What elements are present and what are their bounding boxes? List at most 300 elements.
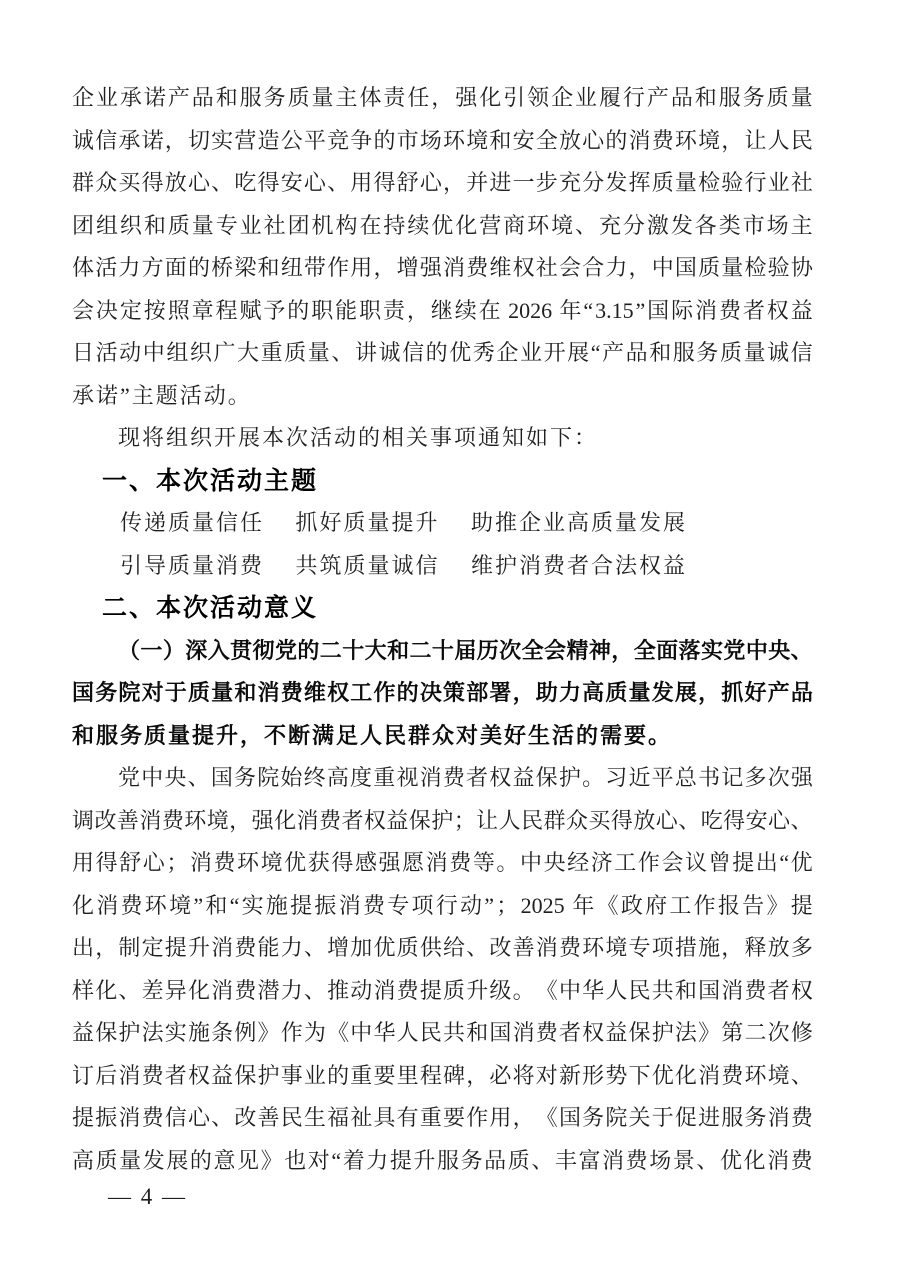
text-run: 生 (303, 1105, 326, 1130)
text-run: 质 (507, 1147, 530, 1173)
text-run: 品 (191, 85, 214, 110)
text-run: 强 (378, 850, 401, 875)
text-run: 质 (719, 340, 742, 365)
text-run: 十 (342, 637, 365, 663)
text-run: 》 (766, 892, 789, 918)
text-run: ” (193, 892, 204, 918)
text-run: 提 (790, 892, 813, 918)
text-run: 实 (700, 637, 723, 663)
text-run: 作 (637, 850, 660, 875)
text-run: 助 (535, 680, 558, 705)
text-run: 质 (287, 85, 310, 110)
text-run: 中 (142, 340, 165, 365)
text-run: 境 (466, 127, 489, 153)
text-run: 异 (164, 977, 187, 1003)
text-run: 权 (790, 977, 813, 1003)
text-run: 署 (489, 680, 512, 705)
text-run: 费 (558, 935, 581, 960)
text-run: 、 (331, 340, 354, 365)
text-run: 维 (489, 255, 512, 280)
text-run: 营 (479, 212, 502, 238)
text-run: ， (466, 1062, 489, 1088)
text-run: 权 (766, 297, 789, 323)
text-run: 服 (721, 1105, 744, 1130)
text-run: 2026 (502, 297, 558, 323)
text-run: 落 (678, 637, 701, 663)
text-run: 和 (694, 85, 717, 110)
text-line (72, 1012, 813, 1055)
text-run: 提 (290, 892, 313, 918)
text-run: 组 (95, 212, 118, 238)
text-run: 费 (120, 892, 143, 918)
text-run: 对 (307, 1147, 330, 1173)
text-run: 有 (396, 1105, 419, 1130)
text-run: 增 (396, 255, 419, 280)
text-run: 和 (257, 255, 280, 280)
text-run: 势 (605, 1062, 628, 1088)
text-run: 改 (94, 807, 117, 833)
text-run: ， (373, 255, 396, 280)
text-run: 组 (166, 340, 189, 365)
text-run: 《 (535, 1105, 558, 1130)
text-run: 社 (535, 255, 558, 280)
text-run: 权 (489, 765, 512, 790)
text-run: 《 (327, 1020, 350, 1045)
text-line (72, 77, 813, 120)
text-run: 工 (614, 850, 637, 875)
text-run: 共 (443, 1020, 466, 1045)
text-run: ， (512, 1105, 535, 1130)
text-run: ； (166, 850, 189, 875)
text-run: 、 (790, 807, 813, 833)
text-run: 机 (311, 212, 334, 238)
text-run: 步 (535, 170, 558, 195)
text-run: 环 (144, 892, 167, 918)
text-run: 境 (698, 127, 721, 153)
text-run: 广 (213, 340, 236, 365)
text-run: 检 (744, 255, 767, 280)
text-run: 益 (605, 1020, 628, 1045)
text-run: 企 (72, 85, 95, 110)
text-run: 和 (215, 85, 238, 110)
text-run: ， (229, 807, 252, 833)
text-run: 费 (141, 1062, 164, 1088)
text-run: 院 (257, 765, 280, 790)
text-run: 消 (602, 1147, 625, 1173)
text-run: 境 (260, 850, 283, 875)
text-run: 二 (409, 637, 432, 663)
text-run: 力 (558, 680, 581, 705)
text-run: 业 (575, 85, 598, 110)
text-run: 、 (303, 935, 326, 960)
text-run: 例 (234, 1020, 257, 1045)
text-run: 景 (672, 1147, 695, 1173)
text-run: 决 (95, 297, 118, 323)
text-run: 量 (790, 85, 813, 110)
text-run: 着 (342, 1147, 365, 1173)
text-run: 民 (521, 807, 544, 833)
text-run: 部 (466, 680, 489, 705)
text-run: 次 (767, 765, 790, 790)
text-run: 实 (164, 1020, 187, 1045)
text-line (72, 927, 813, 970)
text-run: 、 (118, 977, 141, 1003)
text-line: 引导质量消费 共筑质量诚信 维护消费者合法权益 (120, 552, 688, 578)
text-run: 主 (790, 212, 813, 238)
text-run: 境 (605, 935, 628, 960)
text-run: 充 (598, 212, 621, 238)
text-run: 务 (95, 680, 118, 705)
text-run: 消 (419, 765, 442, 790)
text-run: 服 (672, 340, 695, 365)
text-line (72, 247, 813, 290)
text-run: 华 (582, 977, 605, 1003)
text-run: 、 (187, 765, 210, 790)
text-run: 化 (674, 1062, 697, 1088)
text-run: 化 (274, 807, 297, 833)
text-run: 行 (744, 170, 767, 195)
text-line: 传递质量信任 抓好质量提升 助推企业高质量发展 (120, 510, 688, 535)
text-run: 作 (327, 255, 350, 280)
text-run: 面 (656, 637, 679, 663)
text-run: 境 (767, 1062, 790, 1088)
text-run: 产 (767, 680, 790, 705)
text-run: 者 (466, 765, 489, 790)
text-run: ） (162, 637, 185, 663)
text-run: 消 (118, 1062, 141, 1088)
text-run: 消 (338, 892, 361, 918)
text-run: 费 (161, 807, 184, 833)
text-run: 程 (215, 297, 238, 323)
text-run: 化 (455, 212, 478, 238)
text-run: 费 (442, 765, 465, 790)
document-lines (72, 77, 813, 1182)
text-run: 调 (72, 807, 95, 833)
text-run: 出 (72, 935, 95, 960)
text-run: 差 (141, 977, 164, 1003)
text-run: 得 (373, 170, 396, 195)
text-run: 强 (790, 765, 813, 790)
text-run: 力 (605, 255, 628, 280)
text-run: 作 (373, 680, 396, 705)
text-run: 2025 (520, 892, 571, 918)
text-run: 提 (72, 1105, 95, 1130)
text-run: 化 (743, 1147, 766, 1173)
text-run: 服 (239, 85, 262, 110)
text-run: 定 (141, 935, 164, 960)
text-run: 带 (303, 255, 326, 280)
text-run: 国 (674, 255, 697, 280)
text-run: 护 (257, 1062, 280, 1088)
text-run: 体 (359, 85, 382, 110)
text-run: 履 (598, 85, 621, 110)
text-run: 出 (755, 850, 778, 875)
text-run: 验 (767, 255, 790, 280)
text-run: 场 (766, 212, 789, 238)
text-run: 消 (189, 850, 212, 875)
text-run: 放 (767, 935, 790, 960)
text-run: 府 (645, 892, 668, 918)
text-run: 费 (718, 297, 741, 323)
text-line (72, 672, 813, 715)
text-run: 项 (411, 892, 434, 918)
text-run: 益 (790, 297, 813, 323)
text-run: 产 (646, 85, 669, 110)
text-run: 信 (95, 127, 118, 153)
text-run: 人 (767, 127, 790, 153)
text-run: 的 (373, 127, 396, 153)
text-run: 责 (382, 297, 405, 323)
text-run: 优 (790, 850, 813, 875)
text-run: 深 (185, 637, 208, 663)
text-run: 要 (443, 1105, 466, 1130)
text-run: 开 (543, 340, 566, 365)
text-run: 量 (119, 1147, 142, 1173)
text-line (72, 630, 813, 673)
text-run: 和 (143, 212, 166, 238)
text-run: 院 (605, 1105, 628, 1130)
text-run: 和 (205, 892, 228, 918)
text-run: 化 (187, 977, 210, 1003)
text-run: 优 (284, 850, 307, 875)
text-run: 境 (206, 807, 229, 833)
text-run: 民 (628, 977, 651, 1003)
text-run: 要 (373, 1062, 396, 1088)
text-run: 职 (311, 297, 334, 323)
text-run: 习 (605, 765, 628, 790)
text-run: 党 (118, 765, 141, 790)
text-run: ， (628, 255, 651, 280)
text-run: 见 (237, 1147, 260, 1173)
text-run: 承 (119, 85, 142, 110)
text-run: 场 (419, 127, 442, 153)
text-run: 》 (257, 1020, 280, 1045)
text-run: 权 (363, 807, 386, 833)
text-run: 等 (472, 850, 495, 875)
text-run: 丰 (554, 1147, 577, 1173)
text-run: 彻 (252, 637, 275, 663)
text-run: 作 (466, 1105, 489, 1130)
text-run: 消 (698, 1062, 721, 1088)
text-run: 平 (303, 127, 326, 153)
text-run: 质 (187, 680, 210, 705)
text-run: 费 (744, 977, 767, 1003)
text-run: 维 (303, 680, 326, 705)
text-run: 桥 (211, 255, 234, 280)
text-run: 环 (582, 935, 605, 960)
text-run: 。 (496, 850, 519, 875)
text-run: 优 (449, 340, 472, 365)
text-run: 专 (387, 892, 410, 918)
text-run: 业 (767, 170, 790, 195)
text-run: 《 (535, 977, 558, 1003)
text-run: 费 (449, 850, 472, 875)
text-run: 振 (95, 1105, 118, 1130)
text-run: 量 (743, 340, 766, 365)
text-run: 安 (512, 127, 535, 153)
text-line (72, 332, 813, 375)
text-run: 形 (582, 1062, 605, 1088)
text-run: 释 (744, 935, 767, 960)
text-run: 加 (350, 935, 373, 960)
text-run: 后 (95, 1062, 118, 1088)
text-run: 务 (460, 1147, 483, 1173)
text-run: 高 (326, 765, 349, 790)
text-run: 费 (790, 1147, 813, 1173)
text-run: 费 (721, 1062, 744, 1088)
text-run: 心 (655, 807, 678, 833)
text-run: 争 (350, 127, 373, 153)
text-run: 保 (535, 765, 558, 790)
text-run: 的 (396, 680, 419, 705)
text-run: “ (229, 892, 240, 918)
text-run: 能 (335, 297, 358, 323)
text-run: 意 (213, 1147, 236, 1173)
text-run: 消 (296, 807, 319, 833)
text-run: 为 (303, 1020, 326, 1045)
text-run: 活 (95, 340, 118, 365)
text-run: 量 (674, 170, 697, 195)
text-run: 费 (362, 892, 385, 918)
text-run: 展 (674, 680, 697, 705)
text-run: 权 (327, 680, 350, 705)
text-line (72, 757, 813, 800)
text-run: 务 (582, 1105, 605, 1130)
text-run: 措 (674, 935, 697, 960)
text-run: 得 (95, 850, 118, 875)
text-run: 动 (460, 892, 483, 918)
text-run: 消 (721, 977, 744, 1003)
text-run: 中 (519, 850, 542, 875)
text-run: 升 (413, 1147, 436, 1173)
text-run: 责 (383, 85, 406, 110)
text-run: 和 (466, 1020, 489, 1045)
text-run: 质 (651, 170, 674, 195)
text-run: 用 (350, 255, 373, 280)
text-run: 和 (674, 977, 697, 1003)
text-run: 充 (558, 170, 581, 195)
text-run: 竞 (327, 127, 350, 153)
text-run: 织 (119, 212, 142, 238)
text-run: 发 (670, 212, 693, 238)
text-run: 量 (628, 680, 651, 705)
text-run: 合 (582, 255, 605, 280)
text-run: 潜 (257, 977, 280, 1003)
text-run: 品 (790, 680, 813, 705)
text-run: 护 (118, 1020, 141, 1045)
text-run: 发 (605, 170, 628, 195)
text-run: 实 (211, 127, 234, 153)
text-run: 保 (95, 1020, 118, 1045)
text-run: 实 (241, 892, 264, 918)
text-run: ， (721, 935, 744, 960)
text-run: 央 (164, 765, 187, 790)
text-run: 费 (213, 850, 236, 875)
text-run: 升 (187, 935, 210, 960)
text-run: ， (164, 127, 187, 153)
text-run: 的 (189, 1147, 212, 1173)
text-run: 推 (327, 977, 350, 1003)
text-run: 新 (558, 1062, 581, 1088)
text-run: 作 (693, 892, 716, 918)
text-run: 中 (350, 1020, 373, 1045)
text-run: 精 (566, 637, 589, 663)
text-run: 检 (698, 170, 721, 195)
text-run: 感 (354, 850, 377, 875)
text-run: 营 (234, 127, 257, 153)
text-run: 提 (389, 1147, 412, 1173)
text-run: 工 (669, 892, 692, 918)
text-run: 好 (744, 680, 767, 705)
text-run: 、 (466, 935, 489, 960)
text-run: 提 (419, 977, 442, 1003)
text-run: 会 (544, 637, 567, 663)
text-run: 发 (651, 680, 674, 705)
text-run: 国 (647, 297, 670, 323)
text-run: 章 (191, 297, 214, 323)
text-run: ， (698, 680, 721, 705)
text-run: 法 (674, 1020, 697, 1045)
text-run: 增 (327, 935, 350, 960)
text-run: 激 (646, 212, 669, 238)
text-run: 按 (143, 297, 166, 323)
text-run: 方 (141, 255, 164, 280)
text-run: 、 (303, 977, 326, 1003)
text-run: 护 (651, 1020, 674, 1045)
text-run: 护 (431, 807, 454, 833)
text-run: 的 (187, 255, 210, 280)
text-run: 保 (628, 1020, 651, 1045)
text-run: 二 (319, 637, 342, 663)
text-run: 优 (373, 935, 396, 960)
text-run: 得 (610, 807, 633, 833)
text-run: 神 (588, 637, 611, 663)
text-run: 产 (602, 340, 625, 365)
text-run: 富 (578, 1147, 601, 1173)
text-run: 、 (678, 807, 701, 833)
text-run: 业 (303, 1062, 326, 1088)
text-run: ” (484, 892, 495, 918)
text-run: 里 (396, 1062, 419, 1088)
text-run: 梁 (234, 255, 257, 280)
text-run: 赋 (239, 297, 262, 323)
text-run: 力 (280, 935, 303, 960)
text-run: 承 (118, 127, 141, 153)
text-run: 全 (633, 637, 656, 663)
text-run: 秀 (472, 340, 495, 365)
text-run: 作 (280, 1020, 303, 1045)
text-run: 总 (674, 765, 697, 790)
text-run: 者 (164, 1062, 187, 1088)
text-run: 诚 (767, 340, 790, 365)
text-run: 引 (503, 85, 526, 110)
text-run: 具 (373, 1105, 396, 1130)
text-run: “ (331, 1147, 342, 1173)
text-run: 务 (696, 340, 719, 365)
text-run: 国 (698, 977, 721, 1003)
text-run: 环 (674, 127, 697, 153)
text-run: 续 (407, 212, 430, 238)
text-run: 心 (187, 170, 210, 195)
text-run: 项 (651, 935, 674, 960)
text-run: 环 (527, 212, 550, 238)
text-run: 民 (280, 1105, 303, 1130)
text-run: 书 (698, 765, 721, 790)
text-run: 务 (744, 1105, 767, 1130)
text-run: ， (406, 297, 429, 323)
text-run: 诚 (378, 340, 401, 365)
text-run: 条 (211, 1020, 234, 1045)
